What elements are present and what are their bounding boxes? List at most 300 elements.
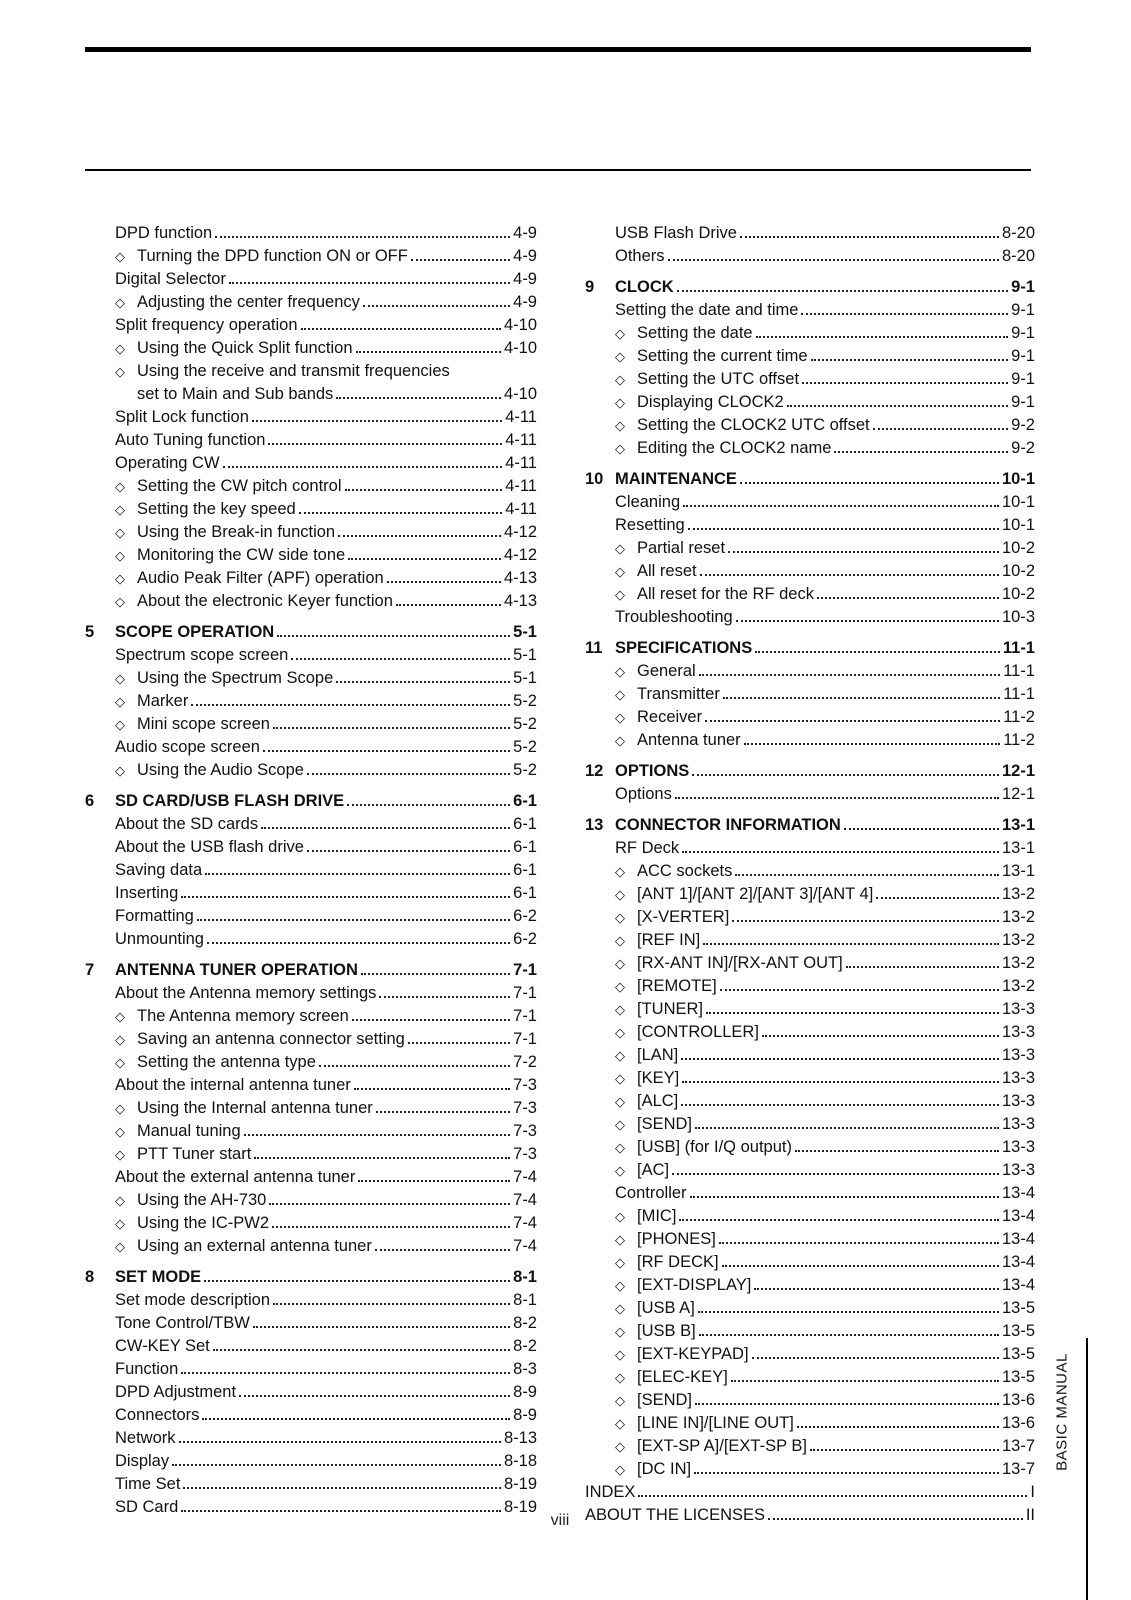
toc-page-number: 7-4 [513, 1237, 537, 1255]
toc-page-number: 13-3 [1001, 1023, 1035, 1041]
toc-entry-label: Saving data [115, 861, 203, 879]
toc-entry-label: [KEY] [637, 1069, 680, 1087]
toc-entry-label: OPTIONS [615, 762, 690, 780]
dot-leader [252, 420, 502, 422]
dot-leader [172, 1464, 501, 1466]
toc-entry-label: Unmounting [115, 930, 204, 948]
toc-page-number: 11-1 [1003, 662, 1035, 680]
toc-entry-row [585, 975, 1035, 998]
toc-entry-label: Saving an antenna connector setting [137, 1030, 405, 1048]
toc-page-number: 9-2 [1011, 416, 1035, 434]
dot-leader [735, 874, 999, 876]
toc-entry-row [585, 1067, 1035, 1090]
dot-leader [740, 482, 999, 484]
toc-entry-label: [TUNER] [637, 1000, 703, 1018]
toc-entry-label: Resetting [615, 516, 685, 534]
toc-entry-label: All reset for the RF deck [637, 585, 814, 603]
toc-entry-label: Options [615, 785, 672, 803]
dot-leader [787, 405, 1008, 407]
toc-entry-row [85, 314, 537, 337]
toc-entry-label: [EXT-SP A]/[EXT-SP B] [637, 1437, 807, 1455]
dot-leader [762, 1035, 999, 1037]
toc-page-number: 11-1 [1003, 685, 1035, 703]
toc-entry-row [85, 690, 537, 713]
diamond-bullet-icon: ◇ [115, 1101, 125, 1116]
dot-leader [273, 1303, 510, 1305]
toc-entry-label: Audio scope screen [115, 738, 260, 756]
toc-page-number: 8-13 [503, 1429, 537, 1447]
diamond-bullet-icon: ◇ [615, 710, 625, 725]
toc-entry-row [585, 368, 1035, 391]
toc-section-number: 9 [585, 278, 595, 296]
toc-entry-label: DPD function [115, 224, 213, 242]
dot-leader [307, 773, 510, 775]
dot-leader [345, 489, 503, 491]
toc-entry-label: Using the AH-730 [137, 1191, 267, 1209]
toc-entry-label: Manual tuning [137, 1122, 241, 1140]
dot-leader [752, 1357, 999, 1359]
toc-entry-label: ABOUT THE LICENSES [585, 1506, 766, 1524]
diamond-bullet-icon: ◇ [615, 564, 625, 579]
toc-entry-row [85, 1212, 537, 1235]
toc-entry-label: The Antenna memory screen [137, 1007, 349, 1025]
toc-entry-row [585, 1297, 1035, 1320]
toc-page-number: 13-3 [1001, 1000, 1035, 1018]
toc-entry-row [85, 1335, 537, 1358]
dot-leader [307, 850, 510, 852]
diamond-bullet-icon: ◇ [615, 1416, 625, 1431]
dot-leader [638, 1495, 1027, 1497]
toc-entry-row [585, 1228, 1035, 1251]
toc-entry-row [585, 391, 1035, 414]
dot-leader [348, 558, 501, 560]
toc-entry-label: Connectors [115, 1406, 200, 1424]
page-number: viii [550, 1512, 570, 1529]
toc-entry-row [85, 1120, 537, 1143]
toc-entry-row [585, 222, 1035, 245]
toc-entry-label: CLOCK [615, 278, 674, 296]
dot-leader [700, 574, 999, 576]
toc-entry-row [585, 560, 1035, 583]
toc-page-number: 5-1 [513, 623, 537, 641]
toc-page-number: II [1025, 1506, 1035, 1524]
toc-entry-row [85, 1289, 537, 1312]
toc-page-number: 10-1 [1001, 470, 1035, 488]
diamond-bullet-icon: ◇ [615, 1370, 625, 1385]
toc-entry-label: SCOPE OPERATION [115, 623, 275, 641]
toc-entry-label: CW-KEY Set [115, 1337, 210, 1355]
toc-entry-row [85, 1143, 537, 1166]
toc-page-number: 4-10 [503, 339, 537, 357]
toc-entry-label: MAINTENANCE [615, 470, 737, 488]
toc-entry-label: [CONTROLLER] [637, 1023, 759, 1041]
diamond-bullet-icon: ◇ [615, 1048, 625, 1063]
toc-entry-label: Using the Spectrum Scope [137, 669, 334, 687]
toc-entry-row [85, 337, 537, 360]
dot-leader [703, 943, 999, 945]
toc-page-number: 5-2 [513, 692, 537, 710]
toc-page-number: 6-1 [513, 815, 537, 833]
toc-entry-label: Using the Internal antenna tuner [137, 1099, 373, 1117]
toc-entry-label: [X-VERTER] [637, 908, 730, 926]
toc-page-number: 13-3 [1001, 1115, 1035, 1133]
toc-entry-label: Antenna tuner [637, 731, 741, 749]
toc-entry-label: [LINE IN]/[LINE OUT] [637, 1414, 794, 1432]
toc-section-number: 6 [85, 792, 95, 810]
toc-entry-row [85, 1381, 537, 1404]
toc-page-number: 13-5 [1001, 1345, 1035, 1363]
diamond-bullet-icon: ◇ [115, 295, 125, 310]
toc-entry-row [85, 452, 537, 475]
toc-entry-row [585, 1435, 1035, 1458]
toc-entry-label: [AC] [637, 1161, 670, 1179]
dot-leader [291, 658, 510, 660]
diamond-bullet-icon: ◇ [115, 594, 125, 609]
toc-entry-label: Using an external antenna tuner [137, 1237, 372, 1255]
toc-page-number: 9-1 [1011, 278, 1035, 296]
diamond-bullet-icon: ◇ [615, 664, 625, 679]
toc-page-number: 7-1 [513, 984, 537, 1002]
dot-leader [699, 674, 1000, 676]
toc-page-number: 8-19 [503, 1498, 537, 1516]
diamond-bullet-icon: ◇ [615, 910, 625, 925]
toc-page-number: 9-1 [1011, 370, 1035, 388]
toc-entry-row [585, 660, 1035, 683]
diamond-bullet-icon: ◇ [615, 1163, 625, 1178]
toc-section-number: 13 [585, 816, 604, 834]
toc-page-number: 4-9 [513, 293, 537, 311]
toc-entry-row [585, 860, 1035, 883]
toc-entry-label: set to Main and Sub bands [137, 385, 334, 403]
toc-entry-label: [MIC] [637, 1207, 677, 1225]
toc-entry-label: [RX-ANT IN]/[RX-ANT OUT] [637, 954, 843, 972]
toc-entry-row [85, 1166, 537, 1189]
toc-section-row [585, 760, 1035, 783]
toc-entry-label: [RF DECK] [637, 1253, 719, 1271]
toc-entry-row [85, 429, 537, 452]
toc-page-number: 4-10 [503, 385, 537, 403]
toc-entry-row [85, 882, 537, 905]
toc-entry-label: [REMOTE] [637, 977, 717, 995]
dot-leader [695, 1127, 999, 1129]
toc-entry-row [585, 414, 1035, 437]
toc-entry-row [585, 1044, 1035, 1067]
diamond-bullet-icon: ◇ [615, 979, 625, 994]
dot-leader [408, 1042, 510, 1044]
diamond-bullet-icon: ◇ [115, 1124, 125, 1139]
toc-entry-label: Setting the date [637, 324, 753, 342]
dot-leader [347, 804, 510, 806]
dot-leader [844, 828, 999, 830]
dot-leader [679, 1219, 999, 1221]
diamond-bullet-icon: ◇ [615, 1393, 625, 1408]
toc-page-number: 13-4 [1001, 1253, 1035, 1271]
toc-entry-row [85, 1005, 537, 1028]
diamond-bullet-icon: ◇ [615, 1094, 625, 1109]
toc-entry-row [85, 1312, 537, 1335]
toc-entry-label: Using the Audio Scope [137, 761, 304, 779]
dot-leader [873, 428, 1009, 430]
toc-page-number: 7-3 [513, 1145, 537, 1163]
toc-entry-label: Setting the current time [637, 347, 808, 365]
diamond-bullet-icon: ◇ [615, 956, 625, 971]
diamond-bullet-icon: ◇ [115, 694, 125, 709]
diamond-bullet-icon: ◇ [615, 395, 625, 410]
top-rule [85, 47, 1031, 52]
diamond-bullet-icon: ◇ [115, 571, 125, 586]
toc-entry-label: Function [115, 1360, 179, 1378]
toc-entry-label: [REF IN] [637, 931, 701, 949]
toc-page-number: 5-2 [513, 715, 537, 733]
toc-page-number: 5-2 [513, 738, 537, 756]
toc-page-number: 13-3 [1001, 1161, 1035, 1179]
toc-entry-row [585, 1021, 1035, 1044]
toc-entry-label: [USB A] [637, 1299, 695, 1317]
toc-entry-row [85, 644, 537, 667]
toc-page-number: 9-1 [1011, 301, 1035, 319]
toc-entry-row [585, 998, 1035, 1021]
toc-entry-row [85, 360, 537, 383]
toc-page-number: 7-2 [513, 1053, 537, 1071]
toc-entry-row [585, 299, 1035, 322]
dot-leader [688, 528, 999, 530]
dot-leader [811, 359, 1009, 361]
dot-leader [801, 313, 1008, 315]
toc-entry-row [85, 291, 537, 314]
toc-entry-row [85, 1235, 537, 1258]
diamond-bullet-icon: ◇ [115, 1216, 125, 1231]
diamond-bullet-icon: ◇ [115, 249, 125, 264]
dot-leader [336, 397, 501, 399]
dot-leader [675, 797, 999, 799]
toc-page-number: 10-1 [1001, 493, 1035, 511]
toc-entry-label: About the internal antenna tuner [115, 1076, 351, 1094]
toc-entry-label: All reset [637, 562, 697, 580]
dot-leader [692, 774, 999, 776]
dot-leader [181, 1372, 510, 1374]
toc-entry-row [585, 1182, 1035, 1205]
dot-leader [723, 697, 1000, 699]
toc-page-number: 4-9 [513, 247, 537, 265]
diamond-bullet-icon: ◇ [615, 1232, 625, 1247]
dot-leader [682, 1081, 999, 1083]
toc-entry-row [585, 929, 1035, 952]
toc-entry-label: Using the Break-in function [137, 523, 336, 541]
dot-leader [744, 743, 1001, 745]
toc-section-row [85, 790, 537, 813]
toc-page-number: 6-2 [513, 907, 537, 925]
toc-entry-label: [EXT-DISPLAY] [637, 1276, 752, 1294]
toc-entry-row [585, 322, 1035, 345]
toc-entry-row [585, 1090, 1035, 1113]
dot-leader [379, 996, 510, 998]
toc-entry-label: INDEX [585, 1483, 636, 1501]
toc-entry-row [585, 491, 1035, 514]
toc-entry-row [585, 1251, 1035, 1274]
toc-page-number: 7-3 [513, 1122, 537, 1140]
toc-entry-label: RF Deck [615, 839, 680, 857]
diamond-bullet-icon: ◇ [115, 1193, 125, 1208]
toc-page-number: 11-2 [1003, 708, 1035, 726]
toc-entry-row [85, 498, 537, 521]
toc-page-number: 10-2 [1001, 585, 1035, 603]
dot-leader [681, 1058, 999, 1060]
toc-page-number: 6-1 [513, 884, 537, 902]
toc-entry-label: Adjusting the center frequency [137, 293, 360, 311]
side-tab-label: BASIC MANUAL [1053, 1353, 1071, 1471]
diamond-bullet-icon: ◇ [615, 1025, 625, 1040]
toc-page-number: 13-6 [1001, 1391, 1035, 1409]
toc-entry-row [585, 1159, 1035, 1182]
dot-leader [754, 1288, 999, 1290]
toc-entry-row [85, 567, 537, 590]
toc-section-row [585, 814, 1035, 837]
dot-leader [261, 827, 510, 829]
toc-entry-row [585, 537, 1035, 560]
toc-entry-label: Receiver [637, 708, 703, 726]
dot-leader [352, 1019, 510, 1021]
dot-leader [215, 236, 510, 238]
toc-entry-row [85, 1097, 537, 1120]
toc-entry-row [85, 590, 537, 613]
toc-entry-row [85, 406, 537, 429]
dot-leader [690, 1196, 999, 1198]
diamond-bullet-icon: ◇ [615, 933, 625, 948]
toc-entry-label: Troubleshooting [615, 608, 733, 626]
toc-page-number: 13-1 [1001, 839, 1035, 857]
toc-page-number: 7-1 [513, 1007, 537, 1025]
toc-entry-row [85, 1427, 537, 1450]
toc-page-number: 10-3 [1001, 608, 1035, 626]
dot-leader [681, 1104, 999, 1106]
toc-page-number: 13-3 [1001, 1046, 1035, 1064]
dot-leader [705, 720, 1000, 722]
toc-entry-label: ANTENNA TUNER OPERATION [115, 961, 358, 979]
toc-entry-row [585, 1343, 1035, 1366]
dot-leader [239, 1395, 510, 1397]
toc-entry-row [85, 1450, 537, 1473]
toc-page-number: 6-2 [513, 930, 537, 948]
toc-entry-label: [USB] (for I/Q output) [637, 1138, 792, 1156]
toc-page-number: 13-2 [1001, 931, 1035, 949]
toc-page-number: 9-1 [1011, 393, 1035, 411]
dot-leader [695, 1403, 999, 1405]
toc-page-number: 12-1 [1001, 762, 1035, 780]
toc-entry-row [85, 836, 537, 859]
toc-page-number: 13-3 [1001, 1138, 1035, 1156]
toc-section-number: 8 [85, 1268, 95, 1286]
toc-entry-row [85, 1358, 537, 1381]
diamond-bullet-icon: ◇ [615, 687, 625, 702]
toc-entry-label: SET MODE [115, 1268, 202, 1286]
dot-leader [720, 989, 999, 991]
toc-column-left [85, 222, 537, 1519]
toc-entry-label: Setting the CW pitch control [137, 477, 342, 495]
toc-entry-label: Split Lock function [115, 408, 249, 426]
dot-leader [268, 443, 502, 445]
toc-entry-row [85, 475, 537, 498]
dot-leader [202, 1418, 510, 1420]
diamond-bullet-icon: ◇ [115, 717, 125, 732]
toc-page-number: 8-9 [513, 1406, 537, 1424]
toc-entry-label: Inserting [115, 884, 179, 902]
toc-entry-row [85, 222, 537, 245]
toc-page-number: 13-2 [1001, 954, 1035, 972]
toc-page-number: 8-20 [1001, 247, 1035, 265]
toc-entry-row [585, 952, 1035, 975]
diamond-bullet-icon: ◇ [615, 1278, 625, 1293]
toc-page-number: 4-12 [503, 523, 537, 541]
dot-leader [387, 581, 501, 583]
dot-leader [205, 873, 510, 875]
dot-leader [756, 336, 1009, 338]
toc-entry-row [85, 736, 537, 759]
toc-entry-label: [USB B] [637, 1322, 696, 1340]
toc-entry-row [585, 729, 1035, 752]
dot-leader [694, 1472, 999, 1474]
diamond-bullet-icon: ◇ [615, 1209, 625, 1224]
toc-page-number: 6-1 [513, 861, 537, 879]
toc-entry-row [85, 268, 537, 291]
toc-entry-row [585, 1320, 1035, 1343]
dot-leader [356, 351, 501, 353]
toc-section-number: 10 [585, 470, 604, 488]
dot-leader [846, 966, 999, 968]
diamond-bullet-icon: ◇ [615, 887, 625, 902]
dot-leader [223, 466, 503, 468]
toc-entry-label: Display [115, 1452, 170, 1470]
diamond-bullet-icon: ◇ [115, 1055, 125, 1070]
toc-page-number: 12-1 [1001, 785, 1035, 803]
diamond-bullet-icon: ◇ [615, 1117, 625, 1132]
dot-leader [698, 1311, 999, 1313]
dot-leader [876, 897, 999, 899]
toc-entry-label: [SEND] [637, 1391, 693, 1409]
diamond-bullet-icon: ◇ [615, 1301, 625, 1316]
toc-page-number: 4-11 [505, 500, 537, 518]
dot-leader [358, 1180, 510, 1182]
toc-entry-label: [ALC] [637, 1092, 679, 1110]
diamond-bullet-icon: ◇ [615, 441, 625, 456]
dot-leader [731, 1380, 999, 1382]
toc-entry-label: Split frequency operation [115, 316, 298, 334]
toc-entry-label: Formatting [115, 907, 194, 925]
diamond-bullet-icon: ◇ [615, 1462, 625, 1477]
side-tab-rule [1086, 1338, 1088, 1600]
dot-leader [810, 1449, 999, 1451]
dot-leader [699, 1334, 999, 1336]
dot-leader [213, 1349, 510, 1351]
toc-page-number: 11-1 [1002, 639, 1035, 657]
toc-page-number: 8-18 [503, 1452, 537, 1470]
dot-leader [191, 704, 510, 706]
toc-entry-row [585, 1412, 1035, 1435]
toc-entry-label: [DC IN] [637, 1460, 692, 1478]
toc-entry-label: Displaying CLOCK2 [637, 393, 784, 411]
toc-entry-row [585, 345, 1035, 368]
toc-entry-label: [PHONES] [637, 1230, 716, 1248]
diamond-bullet-icon: ◇ [615, 1255, 625, 1270]
dot-leader [269, 1203, 510, 1205]
toc-entry-label: Setting the antenna type [137, 1053, 316, 1071]
diamond-bullet-icon: ◇ [115, 525, 125, 540]
toc-entry-label: ACC sockets [637, 862, 733, 880]
toc-entry-row [85, 1074, 537, 1097]
toc-entry-label: Monitoring the CW side tone [137, 546, 346, 564]
diamond-bullet-icon: ◇ [115, 1032, 125, 1047]
toc-entry-row [585, 1458, 1035, 1481]
dot-leader [797, 1426, 999, 1428]
